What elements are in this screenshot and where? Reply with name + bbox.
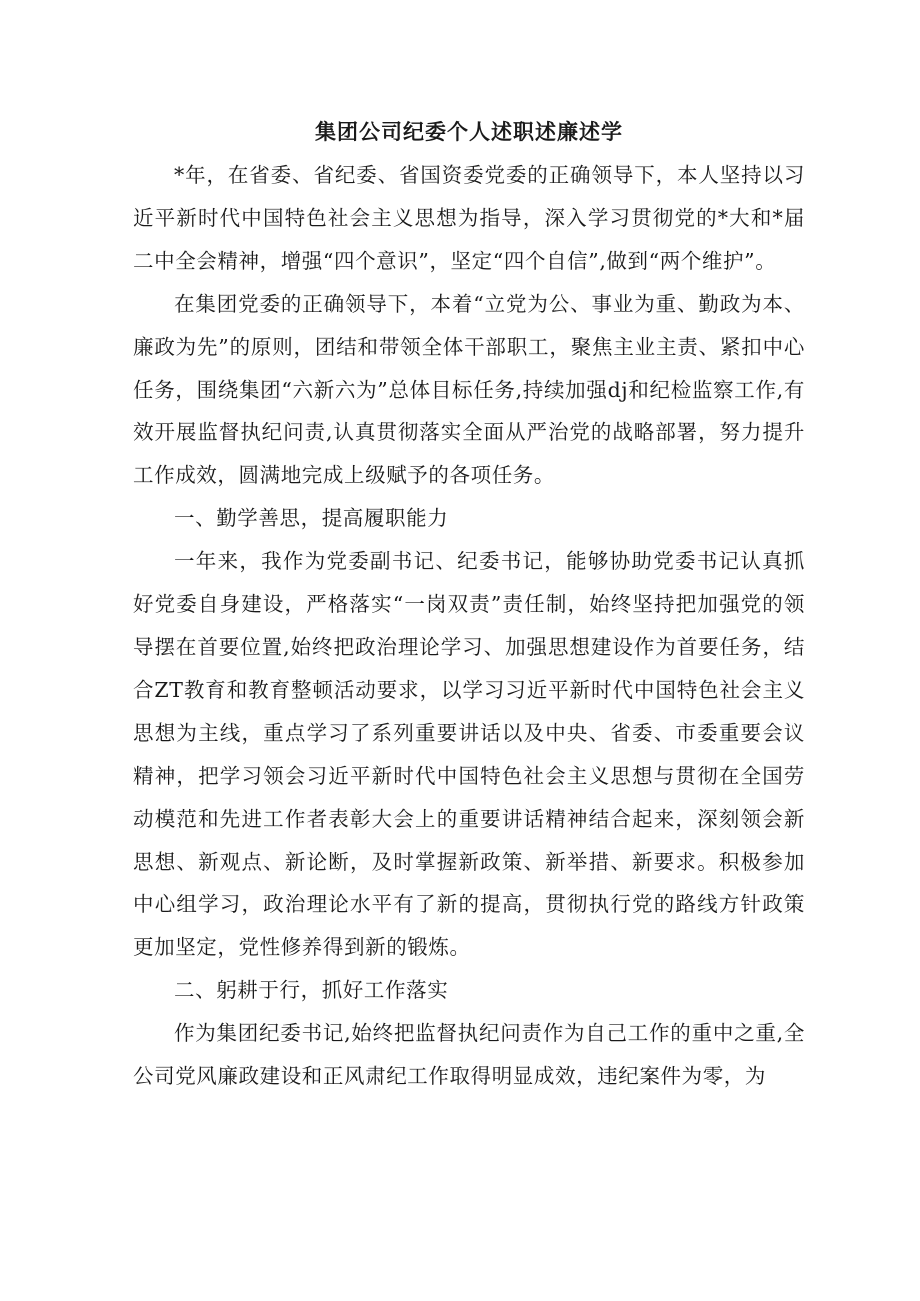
intro-paragraph-2: 在集团党委的正确领导下，本着“立党为公、事业为重、勤政为本、廉政为先”的原则，团结和带领全体干部职工，聚焦主业主责、紧扣中心任务，围绕集团“六新六为”总体目标任务,持续加强dj和纪检监察工作,有效开展监督执纪问责,认真贯彻落实全面从严治党的战略部署，努力提升工作成效，圆满地完成上级赋予的各项任务。 — [133, 291, 805, 488]
document-title: 集团公司纪委个人述职述廉述学 — [315, 119, 623, 144]
section-2-body: 作为集团纪委书记,始终把监督执纪问责作为自己工作的重中之重,全公司党风廉政建设和正风肃纪工作取得明显成效，违纪案件为零，为 — [133, 1021, 805, 1089]
document-page — [133, 112, 805, 1098]
section-1-body: 一年来，我作为党委副书记、纪委书记，能够协助党委书记认真抓好党委自身建设，严格落实“一岗双责”责任制，始终坚持把加强党的领导摆在首要位置,始终把政治理论学习、加强思想建设作为首要任务，结合ZT教育和教育整顿活动要求，以学习习近平新时代中国特色社会主义思想为主线，重点学习了系列重要讲话以及中央、省委、市委重要会议精神，把学习领会习近平新时代中国特色社会主义思想与贯彻在全国劳动模范和先进工作者表彰大会上的重要讲话精神结合起来，深刻领会新思想、新观点、新论断，及时掌握新政策、新举措、新要求。积极参加中心组学习，政治理论水平有了新的提高，贯彻执行党的路线方针政策更加坚定，党性修养得到新的锻炼。 — [133, 549, 805, 960]
section-2-heading: 二、躬耕于行，抓好工作落实 — [174, 978, 449, 1003]
intro-paragraph-1: *年，在省委、省纪委、省国资委党委的正确领导下，本人坚持以习近平新时代中国特色社会主义思想为指导，深入学习贯彻党的*大和*届二中全会精神，增强“四个意识”，坚定“四个自信”,做到“两个维护”。 — [133, 163, 805, 273]
section-1-heading: 一、勤学善思，提高履职能力 — [174, 506, 449, 531]
